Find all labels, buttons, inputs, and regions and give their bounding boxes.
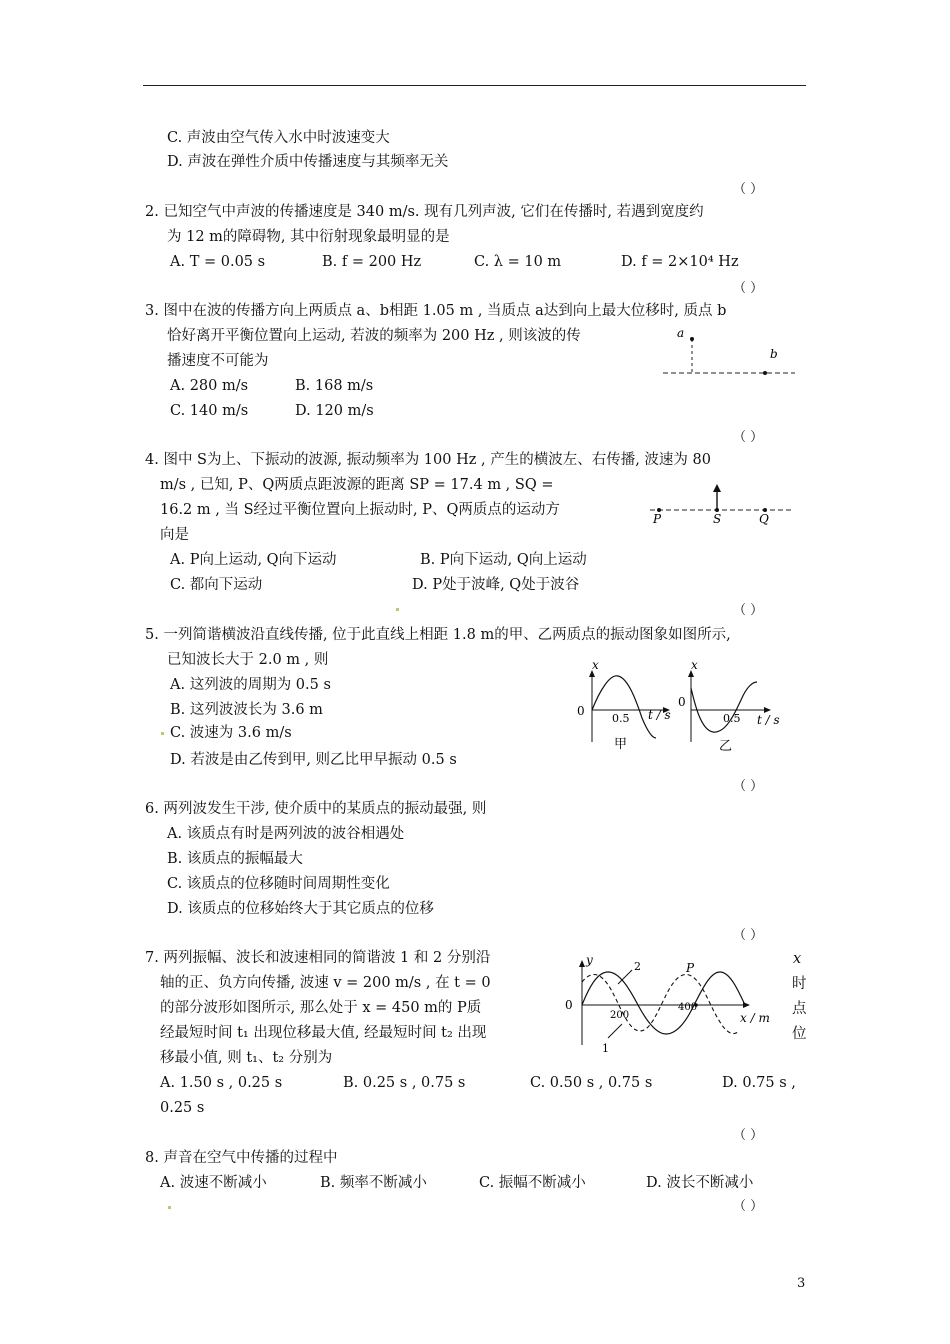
q8-option-d: D. 波长不断减小 bbox=[646, 1175, 754, 1191]
q4-label-s: S bbox=[713, 512, 722, 526]
q7-origin: 0 bbox=[565, 998, 573, 1012]
q7-x-label: x / m bbox=[740, 1011, 770, 1025]
q4-arrow-head-icon bbox=[713, 484, 721, 492]
q8-option-b: B. 频率不断减小 bbox=[320, 1175, 427, 1191]
q6-answer-bracket[interactable]: （ ） bbox=[733, 928, 764, 943]
q7-stem-line5: 移最小值, 则 t₁、t₂ 分别为 bbox=[160, 1050, 333, 1066]
q2-option-a: A. T = 0.05 s bbox=[170, 254, 266, 270]
q4-stem-line3: 16.2 m , 当 S经过平衡位置向上振动时, P、Q两质点的运动方 bbox=[160, 502, 560, 518]
q7-wave-2 bbox=[582, 972, 745, 1034]
q7-answer-bracket[interactable]: （ ） bbox=[733, 1128, 764, 1143]
q2-answer-bracket[interactable]: （ ） bbox=[733, 281, 764, 296]
q7-right-wei: 位 bbox=[792, 1026, 807, 1042]
q3-option-b: B. 168 m/s bbox=[295, 378, 374, 394]
q5-yi-origin: 0 bbox=[678, 695, 686, 709]
q6-option-a: A. 该质点有时是两列波的波谷相遇处 bbox=[167, 826, 405, 842]
q5-jia-name: 甲 bbox=[614, 737, 628, 752]
scan-speck bbox=[396, 608, 399, 611]
scan-speck bbox=[168, 1206, 171, 1209]
q4-answer-bracket[interactable]: （ ） bbox=[733, 603, 764, 618]
q7-stem-line2: 轴的正、负方向传播, 波速 v = 200 m/s , 在 t = 0 bbox=[160, 975, 491, 991]
q2-option-b: B. f = 200 Hz bbox=[322, 254, 422, 270]
q2-stem-line2: 为 12 m的障碍物, 其中衍射现象最明显的是 bbox=[167, 229, 450, 245]
q5-graph-yi bbox=[675, 660, 785, 755]
q7-tick-200: 200 bbox=[610, 1010, 630, 1021]
header-rule bbox=[143, 85, 806, 86]
q2-stem-line1: 2. 已知空气中声波的传播速度是 340 m/s. 现有几列声波, 它们在传播时, 若遇到宽度约 bbox=[145, 204, 704, 220]
q7-right-dian: 点 bbox=[792, 1001, 807, 1017]
q7-wave1-label: 1 bbox=[602, 1042, 609, 1055]
q5-yi-name: 乙 bbox=[719, 739, 733, 754]
q3-point-a bbox=[690, 337, 694, 341]
q7-wave2-leader bbox=[618, 970, 632, 984]
q3-stem-line1: 3. 图中在波的传播方向上两质点 a、b相距 1.05 m , 当质点 a达到向上最大位移时, 质点 b bbox=[145, 303, 727, 319]
q3-stem-line3: 播速度不可能为 bbox=[167, 353, 269, 369]
q3-option-c: C. 140 m/s bbox=[170, 403, 249, 419]
q3-option-d: D. 120 m/s bbox=[295, 403, 374, 419]
q6-option-d: D. 该质点的位移始终大于其它质点的位移 bbox=[167, 901, 434, 917]
q7-tick-400: 400 bbox=[678, 1002, 698, 1013]
q4-label-p: P bbox=[653, 512, 662, 526]
q8-option-a: A. 波速不断减小 bbox=[160, 1175, 267, 1191]
q3-option-a: A. 280 m/s bbox=[170, 378, 249, 394]
q4-figure bbox=[645, 480, 795, 530]
q2-option-d: D. f = 2×10⁴ Hz bbox=[621, 254, 739, 270]
q3-point-b bbox=[763, 371, 767, 375]
q7-stem-line1: 7. 两列振幅、波长和波速相同的简谐波 1 和 2 分别沿 bbox=[145, 950, 491, 966]
q7-wave1-leader bbox=[608, 1024, 622, 1038]
q5-jia-x-label: x bbox=[592, 658, 599, 672]
q3-label-b: b bbox=[770, 347, 778, 361]
q5-jia-curve bbox=[592, 676, 656, 738]
q4-option-c: C. 都向下运动 bbox=[170, 577, 263, 593]
q7-option-d: D. 0.75 s , bbox=[722, 1075, 796, 1091]
q4-option-d: D. P处于波峰, Q处于波谷 bbox=[412, 577, 580, 593]
q5-stem-line2: 已知波长大于 2.0 m , 则 bbox=[167, 652, 329, 668]
q5-option-d: D. 若波是由乙传到甲, 则乙比甲早振动 0.5 s bbox=[170, 752, 457, 768]
q5-yi-t-label: t / s bbox=[757, 713, 780, 727]
q7-option-a: A. 1.50 s , 0.25 s bbox=[160, 1075, 283, 1091]
q7-option-b: B. 0.25 s , 0.75 s bbox=[343, 1075, 466, 1091]
q7-wave-1 bbox=[582, 975, 738, 1034]
q1-option-c: C. 声波由空气传入水中时波速变大 bbox=[167, 130, 390, 146]
q5-stem-line1: 5. 一列简谐横波沿直线传播, 位于此直线上相距 1.8 m的甲、乙两质点的振动图象如图所示, bbox=[145, 627, 731, 643]
q5-graph-jia bbox=[572, 660, 672, 755]
q6-option-c: C. 该质点的位移随时间周期性变化 bbox=[167, 876, 390, 892]
q6-stem: 6. 两列波发生干涉, 使介质中的某质点的振动最强, 则 bbox=[145, 801, 487, 817]
q7-option-c: C. 0.50 s , 0.75 s bbox=[530, 1075, 653, 1091]
page-number: 3 bbox=[797, 1276, 806, 1291]
q8-stem: 8. 声音在空气中传播的过程中 bbox=[145, 1150, 338, 1166]
q7-stem-line4: 经最短时间 t₁ 出现位移最大值, 经最短时间 t₂ 出现 bbox=[160, 1025, 487, 1041]
q3-answer-bracket[interactable]: （ ） bbox=[733, 430, 764, 445]
q5-yi-x-label: x bbox=[691, 658, 698, 672]
q5-jia-tick: 0.5 bbox=[612, 712, 630, 725]
q8-answer-bracket[interactable]: （ ） bbox=[733, 1199, 764, 1214]
q8-option-c: C. 振幅不断减小 bbox=[479, 1175, 586, 1191]
q5-option-b: B. 这列波波长为 3.6 m bbox=[170, 702, 323, 718]
q7-y-label: y bbox=[586, 953, 593, 967]
q5-jia-t-label: t / s bbox=[648, 708, 671, 722]
q1-answer-bracket[interactable]: （ ） bbox=[733, 182, 764, 197]
q4-stem-line1: 4. 图中 S为上、下振动的波源, 振动频率为 100 Hz , 产生的横波左、右传播, 波速为 80 bbox=[145, 452, 711, 468]
q3-stem-line2: 恰好离开平衡位置向上运动, 若波的频率为 200 Hz , 则该波的传 bbox=[167, 328, 581, 344]
q7-point-p-label: P bbox=[686, 961, 695, 975]
q4-label-q: Q bbox=[759, 512, 769, 526]
q6-option-b: B. 该质点的振幅最大 bbox=[167, 851, 303, 867]
q7-wave2-label: 2 bbox=[634, 960, 641, 973]
q4-option-b: B. P向下运动, Q向上运动 bbox=[420, 552, 587, 568]
q4-stem-line2: m/s , 已知, P、Q两质点距波源的距离 SP = 17.4 m , SQ = bbox=[160, 477, 554, 493]
q7-option-d-continued: 0.25 s bbox=[160, 1100, 205, 1116]
q1-option-d: D. 声波在弹性介质中传播速度与其频率无关 bbox=[167, 154, 449, 170]
q7-stem-line3: 的部分波形如图所示, 那么处于 x = 450 m的 P质 bbox=[160, 1000, 482, 1016]
q4-option-a: A. P向上运动, Q向下运动 bbox=[170, 552, 337, 568]
q7-right-x: x bbox=[793, 951, 802, 967]
q5-option-c: C. 波速为 3.6 m/s bbox=[170, 725, 292, 741]
q4-stem-line4: 向是 bbox=[160, 527, 189, 543]
q5-option-a: A. 这列波的周期为 0.5 s bbox=[170, 677, 331, 693]
q7-right-shi: 时 bbox=[792, 976, 807, 992]
q5-yi-tick: 0.5 bbox=[723, 712, 741, 725]
q5-jia-origin: 0 bbox=[577, 704, 585, 718]
q3-figure bbox=[655, 325, 800, 385]
scan-speck bbox=[161, 732, 164, 735]
q2-option-c: C. λ = 10 m bbox=[474, 254, 562, 270]
q5-answer-bracket[interactable]: （ ） bbox=[733, 779, 764, 794]
q3-label-a: a bbox=[677, 326, 685, 340]
q7-figure bbox=[560, 950, 780, 1060]
